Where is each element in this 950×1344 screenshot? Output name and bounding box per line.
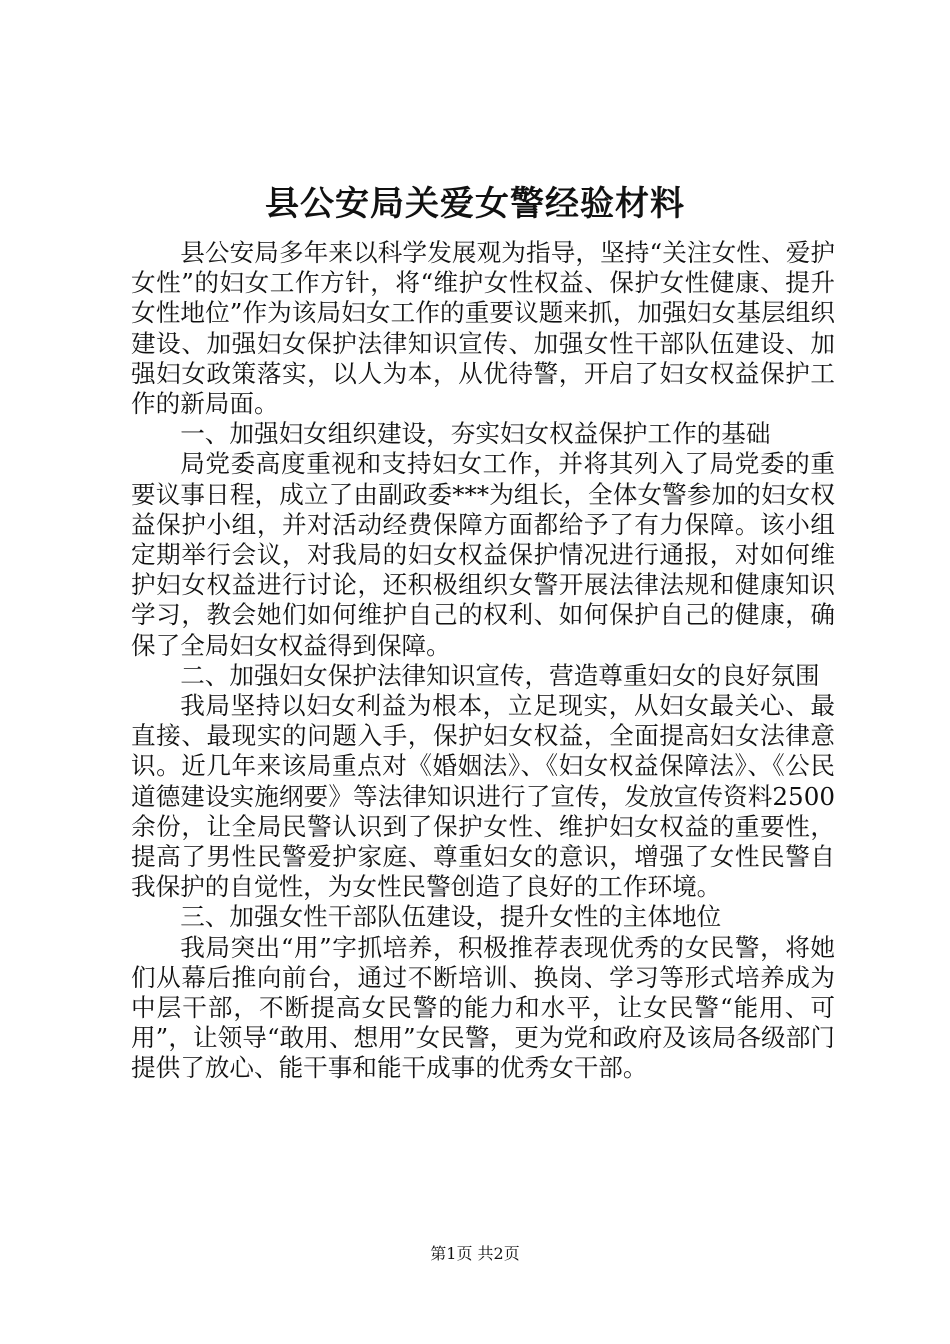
section-heading-2: 二、加强妇女保护法律知识宣传，营造尊重妇女的良好氛围 xyxy=(180,660,820,690)
document-title: 县公安局关爱女警经验材料 xyxy=(265,184,685,224)
section-paragraph-2: 我局坚持以妇女利益为根本，立足现实，从妇女最关心、最直接、最现实的问题入手，保护妇女权益，全面提高妇女法律意识。近几年来该局重点对《婚姻法》、《妇女权益保障法》、《公民道德建设实施纲要》等法律知识进行了宣传，发放宣传资料2500余份，让全局民警认识到了保护女性、维护妇女权益的重要性，提高了男性民警爱护家庭、尊重妇女的意识，增强了女性民警自我保护的自觉性，为女性民警创造了良好的工作环境。 xyxy=(131,691,835,902)
intro-paragraph: 县公安局多年来以科学发展观为指导，坚持“关注女性、爱护女性”的妇女工作方针，将“维护女性权益、保护女性健康、提升女性地位”作为该局妇女工作的重要议题来抓，加强妇女基层组织建设、加强妇女保护法律知识宣传、加强女性干部队伍建设、加强妇女政策落实，以人为本，从优待警，开启了妇女权益保护工作的新局面。 xyxy=(131,238,835,419)
section-heading-3: 三、加强女性干部队伍建设，提升女性的主体地位 xyxy=(180,902,722,932)
section-heading-1: 一、加强妇女组织建设，夯实妇女权益保护工作的基础 xyxy=(180,419,771,449)
section-paragraph-3: 我局突出“用”字抓培养，积极推荐表现优秀的女民警，将她们从幕后推向前台，通过不断培训、换岗、学习等形式培养成为中层干部，不断提高女民警的能力和水平，让女民警“能用、可用”，让领导“敢用、想用”女民警，更为党和政府及该局各级部门提供了放心、能干事和能干成事的优秀女干部。 xyxy=(131,932,835,1083)
page-footer: 第1页 共2页 xyxy=(430,1244,520,1263)
section-paragraph-1: 局党委高度重视和支持妇女工作，并将其列入了局党委的重要议事日程，成立了由副政委***为组长，全体女警参加的妇女权益保护小组，并对活动经费保障方面都给予了有力保障。该小组定期举行会议，对我局的妇女权益保护情况进行通报，对如何维护妇女权益进行讨论，还积极组织女警开展法律法规和健康知识学习，教会她们如何维护自己的权利、如何保护自己的健康，确保了全局妇女权益得到保障。 xyxy=(131,449,835,660)
document-body xyxy=(131,238,835,1084)
